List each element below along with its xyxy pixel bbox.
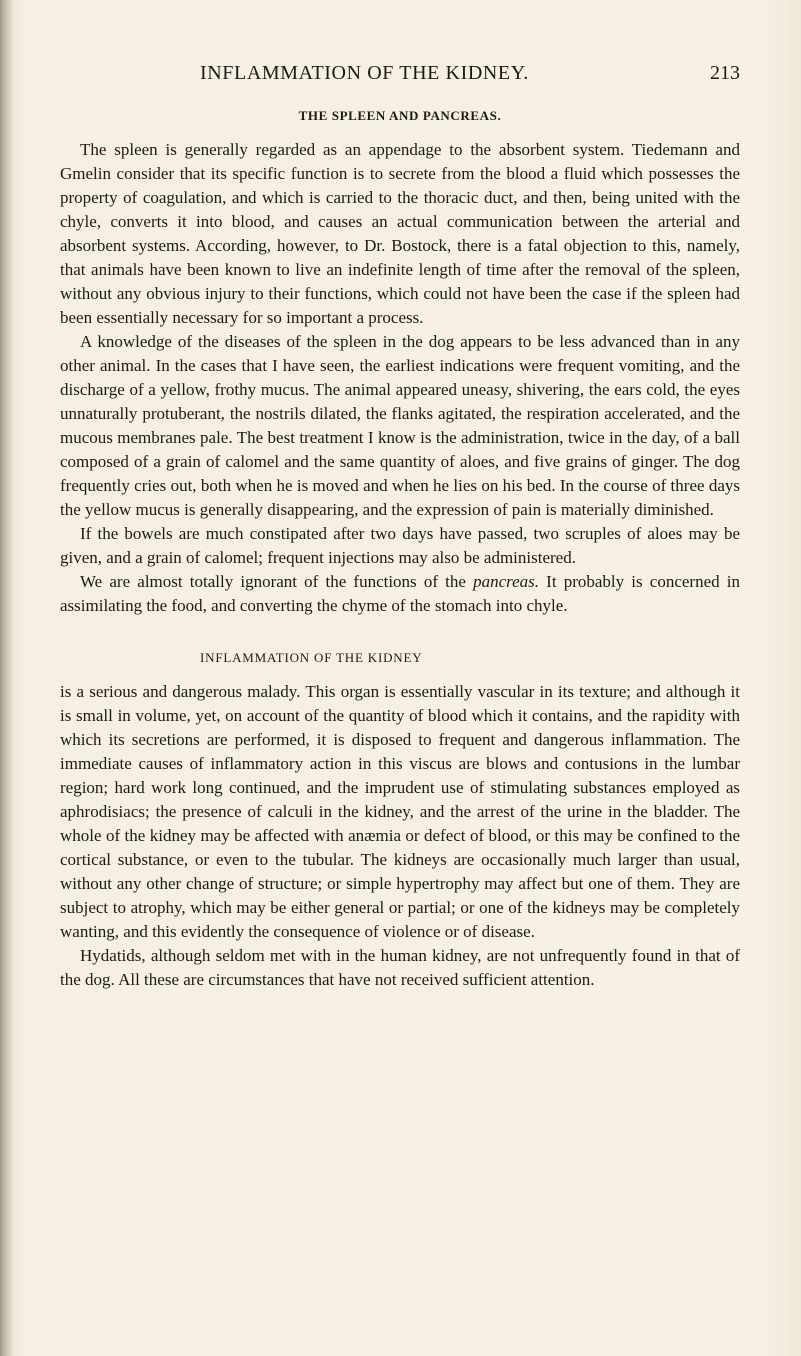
running-head (60, 62, 740, 90)
body-text (60, 104, 740, 992)
pancreas-text-end: It probably is concerned in assimilating the food, and converting the chyme of the stomach into chyle. (60, 572, 741, 615)
paragraph-kidney-1: is a serious and dangerous malady. This organ is essentially vascular in its texture; and although it is small in volume, yet, on account of the quantity of blood which it contains, and the rapidity with which its secretions are performed, it is disposed to frequent and dangerous inflammation. The immediate causes of inflammatory action in this viscus are blows and contusions in the lumbar region; hard work long continued, and the imprudent use of stimulating substances employed as aphrodisiacs; the presence of calculi in the kidney, and the arrest of the urine in the bladder. The whole of the kidney may be affected with anæmia or defect of blood, or this may be confined to the cortical substance, or even to the tubular. The kidneys are occasionally much larger than usual, without any other change of structure; or simple hypertrophy may affect but one of them. They are subject to atrophy, which may be either general or partial; or one of the kidneys may be completely wanting, and this evidently the consequence of violence or of disease. (60, 682, 740, 941)
paragraph-spleen-3: If the bowels are much constipated after two days have passed, two scruples of aloes may be given, and a grain of calomel; frequent injections may also be administered. (60, 524, 740, 567)
page-gutter-shadow (0, 0, 14, 1356)
running-title: INFLAMMATION OF THE KIDNEY. (200, 62, 529, 84)
section-heading-spleen: THE SPLEEN AND PANCREAS. (298, 108, 502, 123)
pancreas-term: pancreas. (473, 572, 540, 591)
page-number: 213 (710, 62, 740, 84)
paragraph-kidney-2: Hydatids, although seldom met with in the human kidney, are not unfrequently found in that of the dog. All these are circumstances that have not received sufficient attention. (60, 946, 740, 989)
paragraph-pancreas (60, 570, 740, 618)
section-heading-kidney: INFLAMMATION OF THE KIDNEY (200, 650, 423, 665)
paragraph-spleen-2: A knowledge of the diseases of the spleen in the dog appears to be less advanced than in any other animal. In the cases that I have seen, the earliest indications were frequent vomiting, and the discharge of a yellow, frothy mucus. The animal appeared uneasy, shivering, the ears cold, the eyes unnaturally protuberant, the nostrils dilated, the flanks agitated, the respiration accelerated, and the mucous membranes pale. The best treatment I know is the administration, twice in the day, of a ball composed of a grain of calomel and the same quantity of aloes, and five grains of ginger. The dog frequently cries out, both when he is moved and when he lies on his bed. In the course of three days the yellow mucus is generally disappearing, and the expression of pain is materially diminished. (60, 332, 740, 519)
paragraph-spleen-1: The spleen is generally regarded as an appendage to the absorbent system. Tiedemann and Gmelin consider that its specific function is to secrete from the blood a fluid which possesses the property of coagulation, and which is carried to the thoracic duct, and then, being united with the chyle, converts it into blood, and causes an actual communication between the arterial and absorbent systems. According, however, to Dr. Bostock, there is a fatal objection to this, namely, that animals have been known to live an indefinite length of time after the removal of the spleen, without any obvious injury to their functions, which could not have been the case if the spleen had been essentially necessary for so important a process. (60, 140, 740, 327)
pancreas-text-start: We are almost totally ignorant of the functions of the (80, 572, 474, 591)
